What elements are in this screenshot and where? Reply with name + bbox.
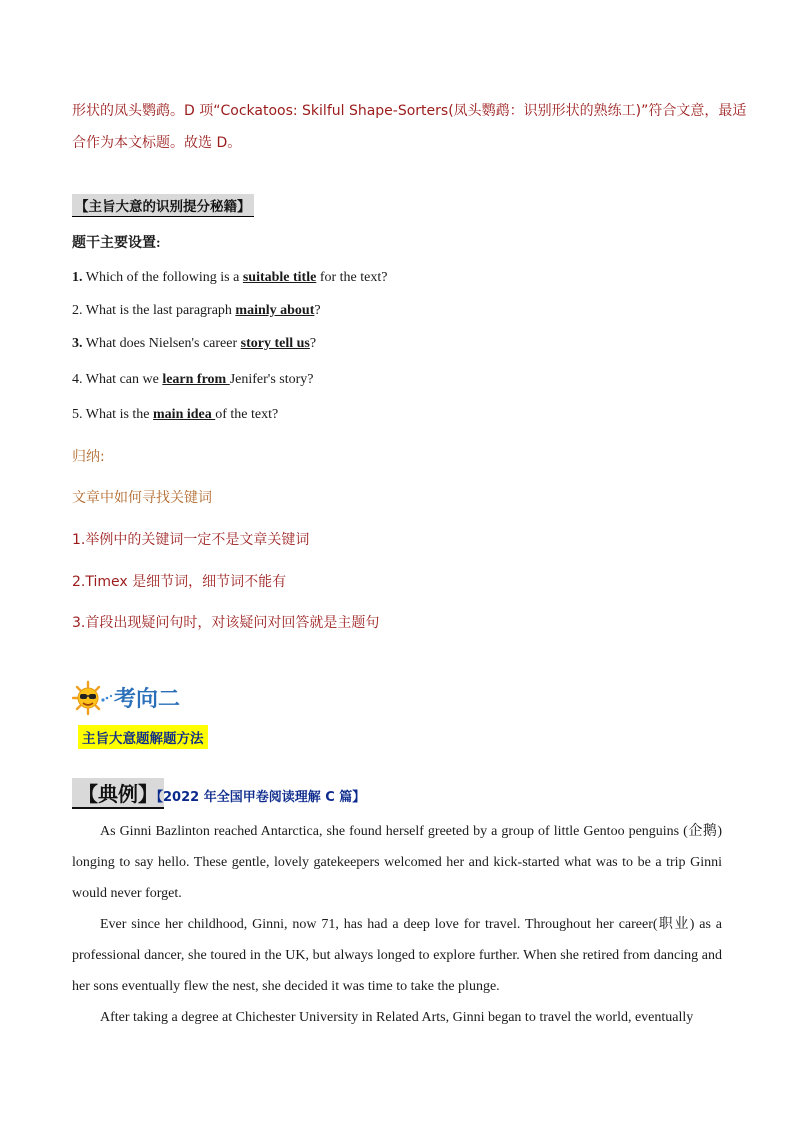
question-5: 5. What is the main idea of the text? bbox=[72, 407, 279, 422]
question-4-keyword: learn from bbox=[162, 372, 230, 387]
question-5-keyword: main idea bbox=[153, 407, 216, 422]
question-3-number: 3. bbox=[72, 336, 83, 351]
passage-paragraph-2: Ever since her childhood, Ginni, now 71, has had a deep love for travel. Throughout her career(职业) as a professional dancer, she toured in the UK, but always longed to explore further. When she retired from dancing and her sons eventually flew the nest, she decided it was time to take the plunge. bbox=[72, 917, 722, 994]
passage-paragraph-1: As Ginni Bazlinton reached Antarctica, she found herself greeted by a group of little Gentoo penguins (企鹅) longing to say hello. These gentle, lovely gatekeepers welcomed her and kick-started what was to be a trip Ginni would never forget. bbox=[72, 824, 722, 901]
secret-header: 【主旨大意的识别提分秘籍】 bbox=[72, 194, 254, 217]
example-passage bbox=[72, 816, 722, 1033]
question-2-keyword: mainly about bbox=[235, 303, 315, 318]
question-1-keyword: suitable title bbox=[242, 270, 317, 285]
question-2: 2. What is the last paragraph mainly about? bbox=[72, 303, 321, 318]
example-source: 【2022 年全国甲卷阅读理解 C 篇】 bbox=[150, 790, 366, 805]
intro-line-1: 形状的凤头鹦鹉。D 项“Cockatoos: Skilful Shape-Sorters(凤头鹦鹉：识别形状的熟练工)”符合文意，最适 bbox=[72, 103, 747, 119]
summary-label: 归纳: bbox=[72, 449, 105, 465]
summary-point-2: 2.Timex 是细节词，细节词不能有 bbox=[72, 574, 287, 590]
kaoxiang-title: 考向二 bbox=[114, 687, 181, 712]
sun-with-sunglasses-icon bbox=[70, 680, 114, 716]
intro-line-2: 合作为本文标题。故选 D。 bbox=[72, 135, 242, 151]
passage-paragraph-3: After taking a degree at Chichester University in Related Arts, Ginni began to travel the world, eventually bbox=[100, 1010, 694, 1025]
kaoxiang-tag: 主旨大意题解题方法 bbox=[78, 725, 208, 749]
example-label: 【典例】 bbox=[72, 778, 164, 809]
secret-subheading: 题干主要设置: bbox=[72, 236, 161, 251]
question-1: 1. Which of the following is a suitable title for the text? bbox=[72, 270, 388, 285]
question-4: 4. What can we learn from Jenifer's story? bbox=[72, 372, 314, 387]
question-1-number: 1. bbox=[72, 270, 83, 285]
summary-title: 文章中如何寻找关键词 bbox=[72, 490, 212, 506]
question-3-keyword: story tell us bbox=[240, 336, 310, 351]
summary-point-1: 1.举例中的关键词一定不是文章关键词 bbox=[72, 532, 310, 548]
question-3: 3. What does Nielsen's career story tell us? bbox=[72, 336, 317, 351]
summary-point-3: 3.首段出现疑问句时，对该疑问对回答就是主题句 bbox=[72, 615, 380, 631]
